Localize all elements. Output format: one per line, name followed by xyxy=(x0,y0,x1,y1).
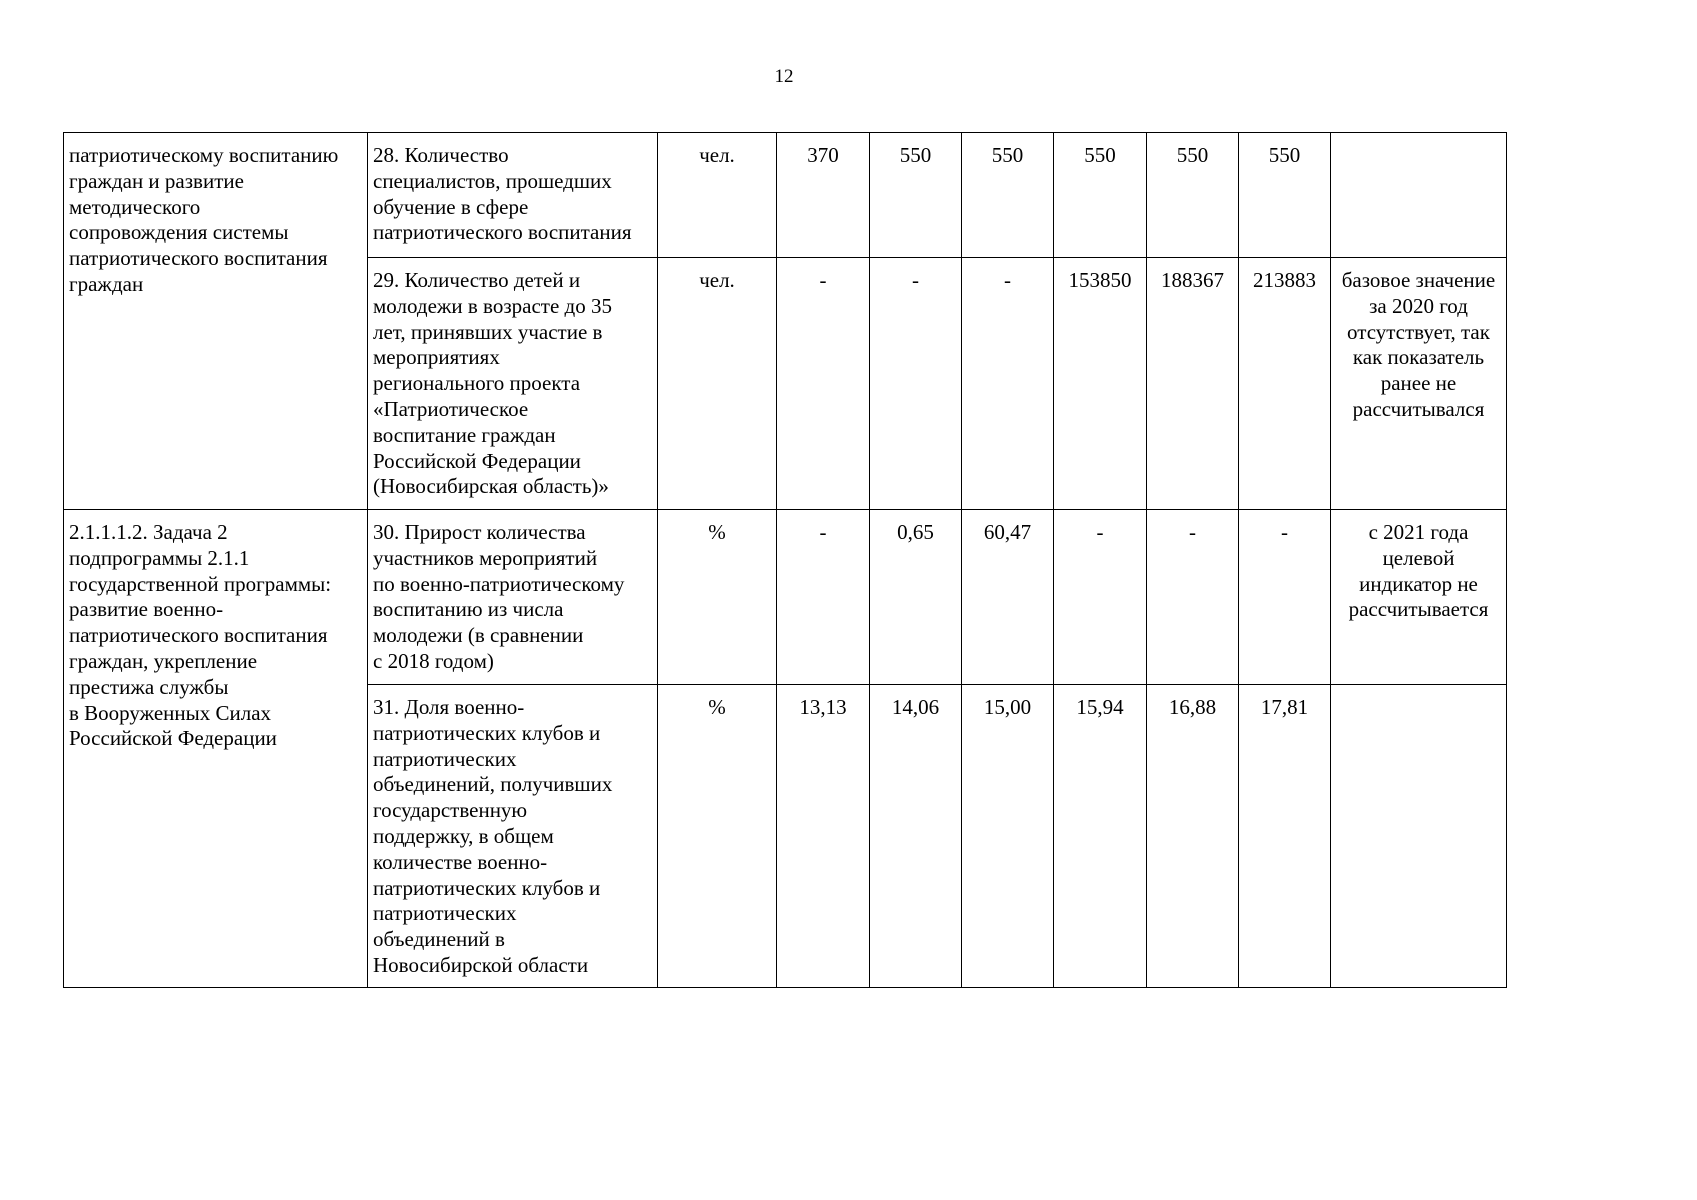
value-cell: - xyxy=(870,258,962,510)
value-cell: 550 xyxy=(1239,133,1331,258)
goal-cell xyxy=(64,510,368,988)
note-text: рассчитывался xyxy=(1352,396,1485,421)
value-cell: - xyxy=(777,258,870,510)
goal-text: государственной программы: xyxy=(69,571,332,596)
value-cell: 550 xyxy=(1147,133,1239,258)
value-cell: 213883 xyxy=(1239,258,1331,510)
indicator-name: государственную xyxy=(373,798,528,823)
indicators-table xyxy=(63,132,1507,988)
indicator-name: 31. Доля военно- xyxy=(373,695,525,719)
indicator-name: (Новосибирская область)» xyxy=(373,474,609,499)
indicator-name: регионального проекта xyxy=(373,371,581,396)
note-cell xyxy=(1331,685,1507,988)
note-text: индикатор не xyxy=(1359,571,1478,596)
value-cell: 13,13 xyxy=(777,685,870,988)
note-text: с 2021 года xyxy=(1368,520,1469,544)
goal-text: 2.1.1.1.2. Задача 2 xyxy=(69,520,228,544)
value-cell: 370 xyxy=(777,133,870,258)
value-cell: 550 xyxy=(870,133,962,258)
note-text: рассчитывается xyxy=(1348,597,1489,622)
indicator-name: лет, принявших участие в xyxy=(373,319,603,344)
value-cell: - xyxy=(1147,510,1239,685)
indicator-name: патриотических клубов и xyxy=(373,720,601,745)
goal-text: сопровождения системы xyxy=(69,220,289,245)
goal-cell xyxy=(64,133,368,510)
note-text: базовое значение xyxy=(1341,268,1496,292)
unit-cell: чел. xyxy=(658,258,777,510)
indicator-name-cell xyxy=(368,258,658,510)
value-cell: 550 xyxy=(1054,133,1147,258)
indicator-name: патриотических клубов и xyxy=(373,875,601,900)
value-cell: - xyxy=(1239,510,1331,685)
indicator-name: с 2018 годом) xyxy=(373,648,494,673)
indicator-name: по военно-патриотическому xyxy=(373,571,625,596)
indicator-name-cell xyxy=(368,510,658,685)
indicator-name: 30. Прирост количества xyxy=(373,520,586,544)
goal-text: подпрограммы 2.1.1 xyxy=(69,545,250,570)
note-text: как показатель xyxy=(1352,345,1485,370)
indicator-name: поддержку, в общем xyxy=(373,823,554,848)
indicator-name: патриотических xyxy=(373,901,517,926)
note-text: отсутствует, так xyxy=(1347,319,1490,344)
note-cell xyxy=(1331,258,1507,510)
note-text: ранее не xyxy=(1380,371,1457,396)
table-row xyxy=(64,133,1507,258)
unit-cell: % xyxy=(658,510,777,685)
indicator-name: 29. Количество детей и xyxy=(373,268,581,292)
indicator-name: мероприятиях xyxy=(373,345,500,370)
goal-text: престижа службы xyxy=(69,674,229,699)
note-cell xyxy=(1331,133,1507,258)
indicator-name: специалистов, прошедших xyxy=(373,168,612,193)
value-cell: 14,06 xyxy=(870,685,962,988)
indicator-name: объединений в xyxy=(373,927,505,952)
indicator-name: «Патриотическое xyxy=(373,396,529,421)
indicator-name: Российской Федерации xyxy=(373,448,581,473)
table-row xyxy=(64,510,1507,685)
goal-text: Российской Федерации xyxy=(69,726,277,751)
goal-text: граждан xyxy=(69,271,144,296)
note-text: целевой xyxy=(1382,545,1455,570)
indicator-name: молодежи (в сравнении xyxy=(373,623,584,648)
value-cell: 188367 xyxy=(1147,258,1239,510)
goal-text: развитие военно- xyxy=(69,597,224,622)
value-cell: 17,81 xyxy=(1239,685,1331,988)
note-cell xyxy=(1331,510,1507,685)
goal-text: граждан и развитие xyxy=(69,168,244,193)
value-cell: 16,88 xyxy=(1147,685,1239,988)
value-cell: 153850 xyxy=(1054,258,1147,510)
indicator-name: патриотического воспитания xyxy=(373,220,632,245)
page-number: 12 xyxy=(774,66,794,87)
value-cell: 15,94 xyxy=(1054,685,1147,988)
goal-text: методического xyxy=(69,194,201,219)
value-cell: 60,47 xyxy=(962,510,1054,685)
indicator-name-cell xyxy=(368,133,658,258)
indicator-name: патриотических xyxy=(373,746,517,771)
unit-cell: % xyxy=(658,685,777,988)
value-cell: 15,00 xyxy=(962,685,1054,988)
indicator-name: количестве военно- xyxy=(373,849,548,874)
value-cell: - xyxy=(962,258,1054,510)
indicator-name: воспитанию из числа xyxy=(373,597,564,622)
indicator-name: обучение в сфере xyxy=(373,194,529,219)
unit-cell: чел. xyxy=(658,133,777,258)
indicator-name-cell xyxy=(368,685,658,988)
goal-text: патриотического воспитания xyxy=(69,623,328,648)
indicator-name: молодежи в возрасте до 35 xyxy=(373,293,612,318)
goal-text: в Вооруженных Силах xyxy=(69,700,272,725)
value-cell: - xyxy=(1054,510,1147,685)
indicator-name: объединений, получивших xyxy=(373,772,613,797)
value-cell: 550 xyxy=(962,133,1054,258)
indicator-name: участников мероприятий xyxy=(373,545,598,570)
note-text: за 2020 год xyxy=(1369,293,1468,318)
indicator-name: воспитание граждан xyxy=(373,422,556,447)
value-cell: 0,65 xyxy=(870,510,962,685)
indicator-name: Новосибирской области xyxy=(373,952,589,977)
value-cell: - xyxy=(777,510,870,685)
goal-text: патриотического воспитания xyxy=(69,246,328,271)
goal-text: патриотическому воспитанию xyxy=(69,143,339,167)
indicator-name: 28. Количество xyxy=(373,143,509,167)
goal-text: граждан, укрепление xyxy=(69,648,258,673)
